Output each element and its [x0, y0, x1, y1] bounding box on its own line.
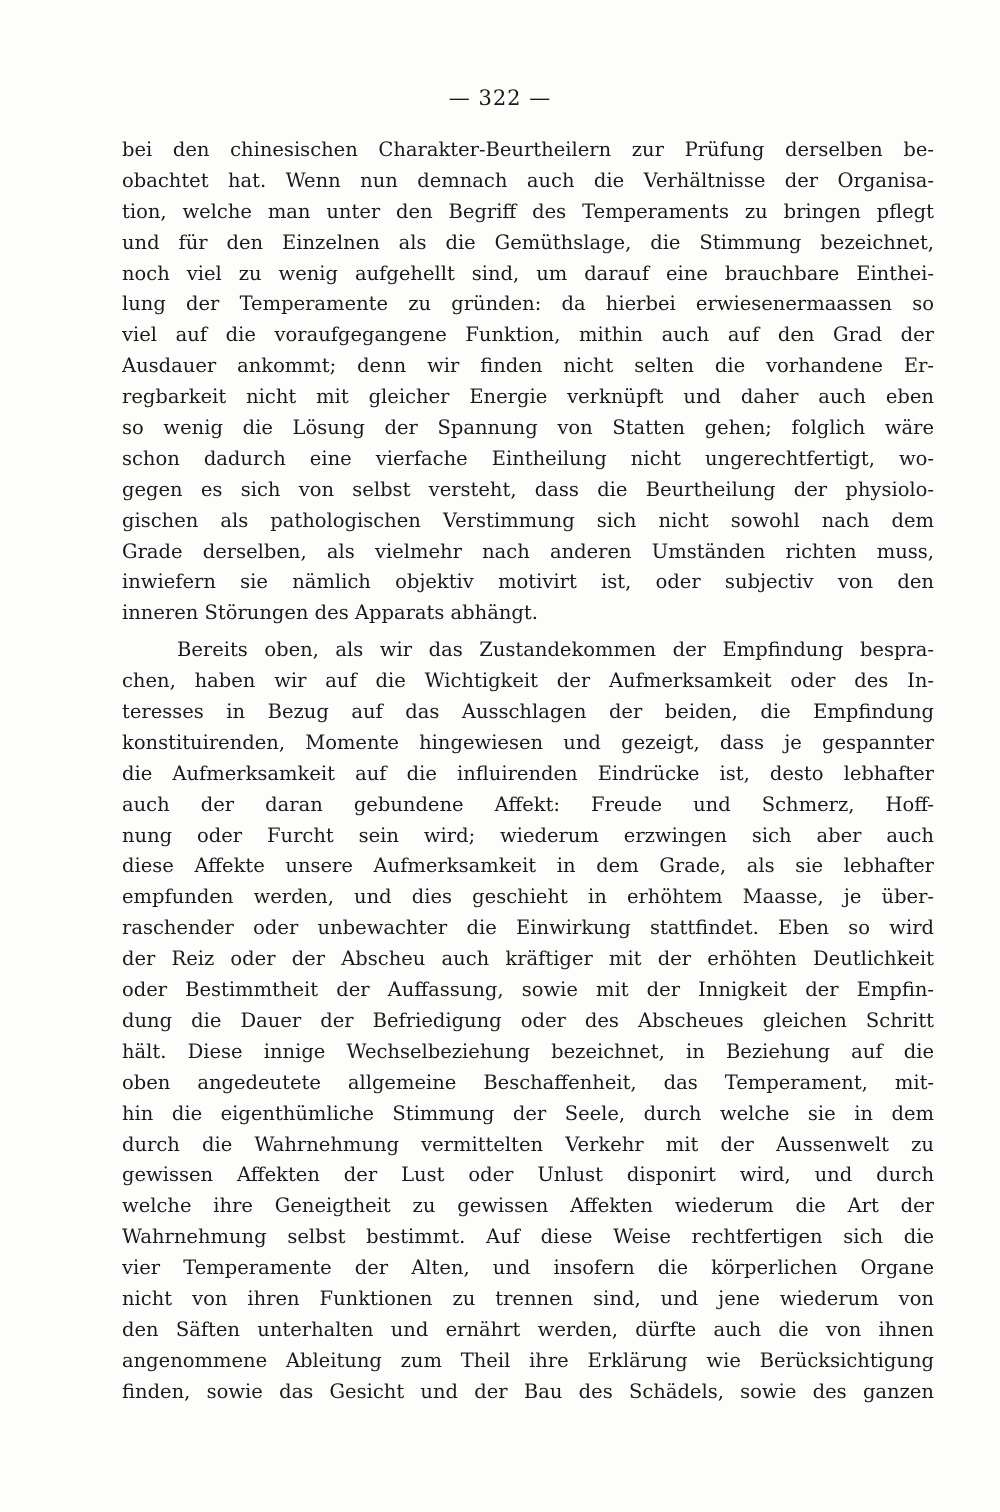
- text-line: gewissen Affekten der Lust oder Unlust disponirt wird, und durch: [122, 1163, 934, 1187]
- text-line: hält. Diese innige Wechselbeziehung bezeichnet, in Beziehung auf die: [122, 1039, 934, 1063]
- text-line: so wenig die Lösung der Spannung von Statten gehen; folglich wäre: [122, 416, 934, 440]
- text-line: dung die Dauer der Befriedigung oder des Abscheues gleichen Schritt: [122, 1008, 934, 1032]
- text-line: gischen als pathologischen Verstimmung sich nicht sowohl nach dem: [122, 508, 934, 532]
- text-line: tion, welche man unter den Begriff des Temperaments zu bringen pflegt: [122, 199, 934, 223]
- paragraph-1: [122, 135, 934, 629]
- text-line: raschender oder unbewachter die Einwirkung stattfindet. Eben so wird: [122, 916, 934, 940]
- text-line: lung der Temperamente zu gründen: da hierbei erwiesenermaassen so: [122, 292, 934, 316]
- text-line: der Reiz oder der Abscheu auch kräftiger mit der erhöhten Deutlichkeit: [122, 947, 934, 971]
- text-line: angenommene Ableitung zum Theil ihre Erklärung wie Berücksichtigung: [122, 1348, 934, 1372]
- paragraph-2: [122, 635, 934, 1407]
- text-line: teresses in Bezug auf das Ausschlagen der beiden, die Empfindung: [122, 700, 934, 724]
- text-line: auch der daran gebundene Affekt: Freude und Schmerz, Hoff-: [122, 792, 934, 816]
- text-line: obachtet hat. Wenn nun demnach auch die Verhältnisse der Organisa-: [122, 168, 934, 192]
- text-line: schon dadurch eine vierfache Eintheilung nicht ungerechtfertigt, wo-: [122, 446, 934, 470]
- text-line: bei den chinesischen Charakter-Beurtheilern zur Prüfung derselben be-: [122, 138, 934, 161]
- text-line: welche ihre Geneigtheit zu gewissen Affekten wiederum die Art der: [122, 1194, 934, 1218]
- text-line: den Säften unterhalten und ernährt werden, dürfte auch die von ihnen: [122, 1317, 934, 1341]
- text-line: inwiefern sie nämlich objektiv motivirt ist, oder subjectiv von den: [122, 570, 934, 594]
- text-line: finden, sowie das Gesicht und der Bau des Schädels, sowie des ganzen: [122, 1379, 934, 1403]
- text-line: regbarkeit nicht mit gleicher Energie verknüpft und daher auch eben: [122, 385, 934, 409]
- text-line: konstituirenden, Momente hingewiesen und gezeigt, dass je gespannter: [122, 730, 934, 754]
- page-number: — 322 —: [448, 86, 552, 110]
- text-line: hin die eigenthümliche Stimmung der Seele, durch welche sie in dem: [122, 1101, 934, 1125]
- text-line: durch die Wahrnehmung vermittelten Verkehr mit der Aussenwelt zu: [122, 1132, 934, 1156]
- text-line: empfunden werden, und dies geschieht in erhöhtem Maasse, je über-: [122, 885, 934, 909]
- text-line: inneren Störungen des Apparats abhängt.: [122, 601, 538, 625]
- text-line: diese Affekte unsere Aufmerksamkeit in dem Grade, als sie lebhafter: [122, 854, 934, 878]
- text-line: oben angedeutete allgemeine Beschaffenheit, das Temperament, mit-: [122, 1070, 934, 1094]
- text-line: gegen es sich von selbst versteht, dass die Beurtheilung der physiolo-: [122, 477, 934, 501]
- text-line: Bereits oben, als wir das Zustandekommen der Empfindung bespra-: [177, 638, 934, 662]
- text-line: nicht von ihren Funktionen zu trennen sind, und jene wiederum von: [122, 1286, 934, 1310]
- body-text: [122, 135, 934, 1408]
- text-line: nung oder Furcht sein wird; wiederum erzwingen sich aber auch: [122, 823, 934, 847]
- text-line: die Aufmerksamkeit auf die influirenden Eindrücke ist, desto lebhafter: [122, 761, 934, 785]
- text-line: oder Bestimmtheit der Auffassung, sowie mit der Innigkeit der Empfin-: [122, 978, 934, 1002]
- text-line: Ausdauer ankommt; denn wir finden nicht selten die vorhandene Er-: [122, 354, 934, 378]
- text-line: noch viel zu wenig aufgehellt sind, um darauf eine brauchbare Einthei-: [122, 261, 934, 285]
- text-line: und für den Einzelnen als die Gemüthslage, die Stimmung bezeichnet,: [122, 230, 934, 254]
- text-line: viel auf die voraufgegangene Funktion, mithin auch auf den Grad der: [122, 323, 934, 347]
- text-line: Grade derselben, als vielmehr nach anderen Umständen richten muss,: [122, 539, 934, 563]
- text-line: vier Temperamente der Alten, und insofern die körperlichen Organe: [122, 1256, 934, 1280]
- text-line: Wahrnehmung selbst bestimmt. Auf diese Weise rechtfertigen sich die: [122, 1225, 934, 1249]
- text-line: chen, haben wir auf die Wichtigkeit der Aufmerksamkeit oder des In-: [122, 669, 934, 693]
